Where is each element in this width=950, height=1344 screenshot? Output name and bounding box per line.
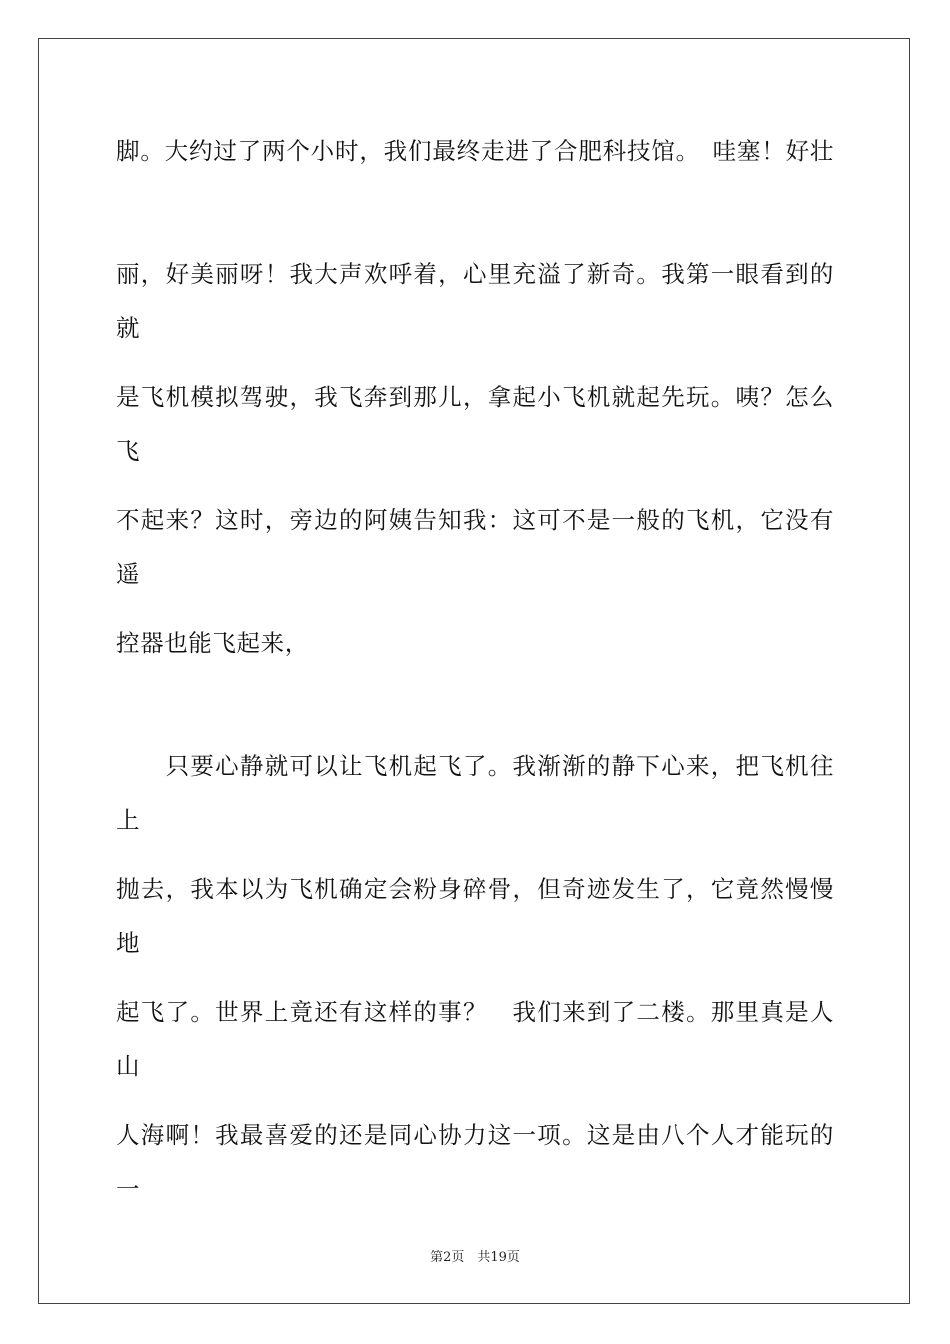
text-line: 丽，好美丽呀！我大声欢呼着，心里充溢了新奇。我第一眼看到的就 xyxy=(116,260,834,342)
text-line: 起飞了。世界上竟还有这样的事？ 我们来到了二楼。那里真是人山 xyxy=(116,998,834,1080)
text-line: 是飞机模拟驾驶，我飞奔到那儿，拿起小飞机就起先玩。咦？怎么飞 xyxy=(116,383,834,465)
text-line: 只要心静就可以让飞机起飞了。我渐渐的静下心来，把飞机往上 xyxy=(116,752,834,834)
text-line: 抛去，我本以为飞机确定会粉身碎骨，但奇迹发生了，它竟然慢慢地 xyxy=(116,875,834,957)
text-line: 不起来？这时，旁边的阿姨告知我：这可不是一般的飞机，它没有遥 xyxy=(116,506,834,588)
page-number-footer: 第2页 共19页 xyxy=(430,1250,520,1265)
text-line: 脚。大约过了两个小时，我们最终走进了合肥科技馆。 哇塞！好壮 xyxy=(116,137,834,165)
text-line: 控器也能飞起来， xyxy=(116,629,309,657)
text-line: 人海啊！我最喜爱的还是同心协力这一项。这是由八个人才能玩的一 xyxy=(116,1121,834,1203)
document-body xyxy=(116,124,834,1231)
